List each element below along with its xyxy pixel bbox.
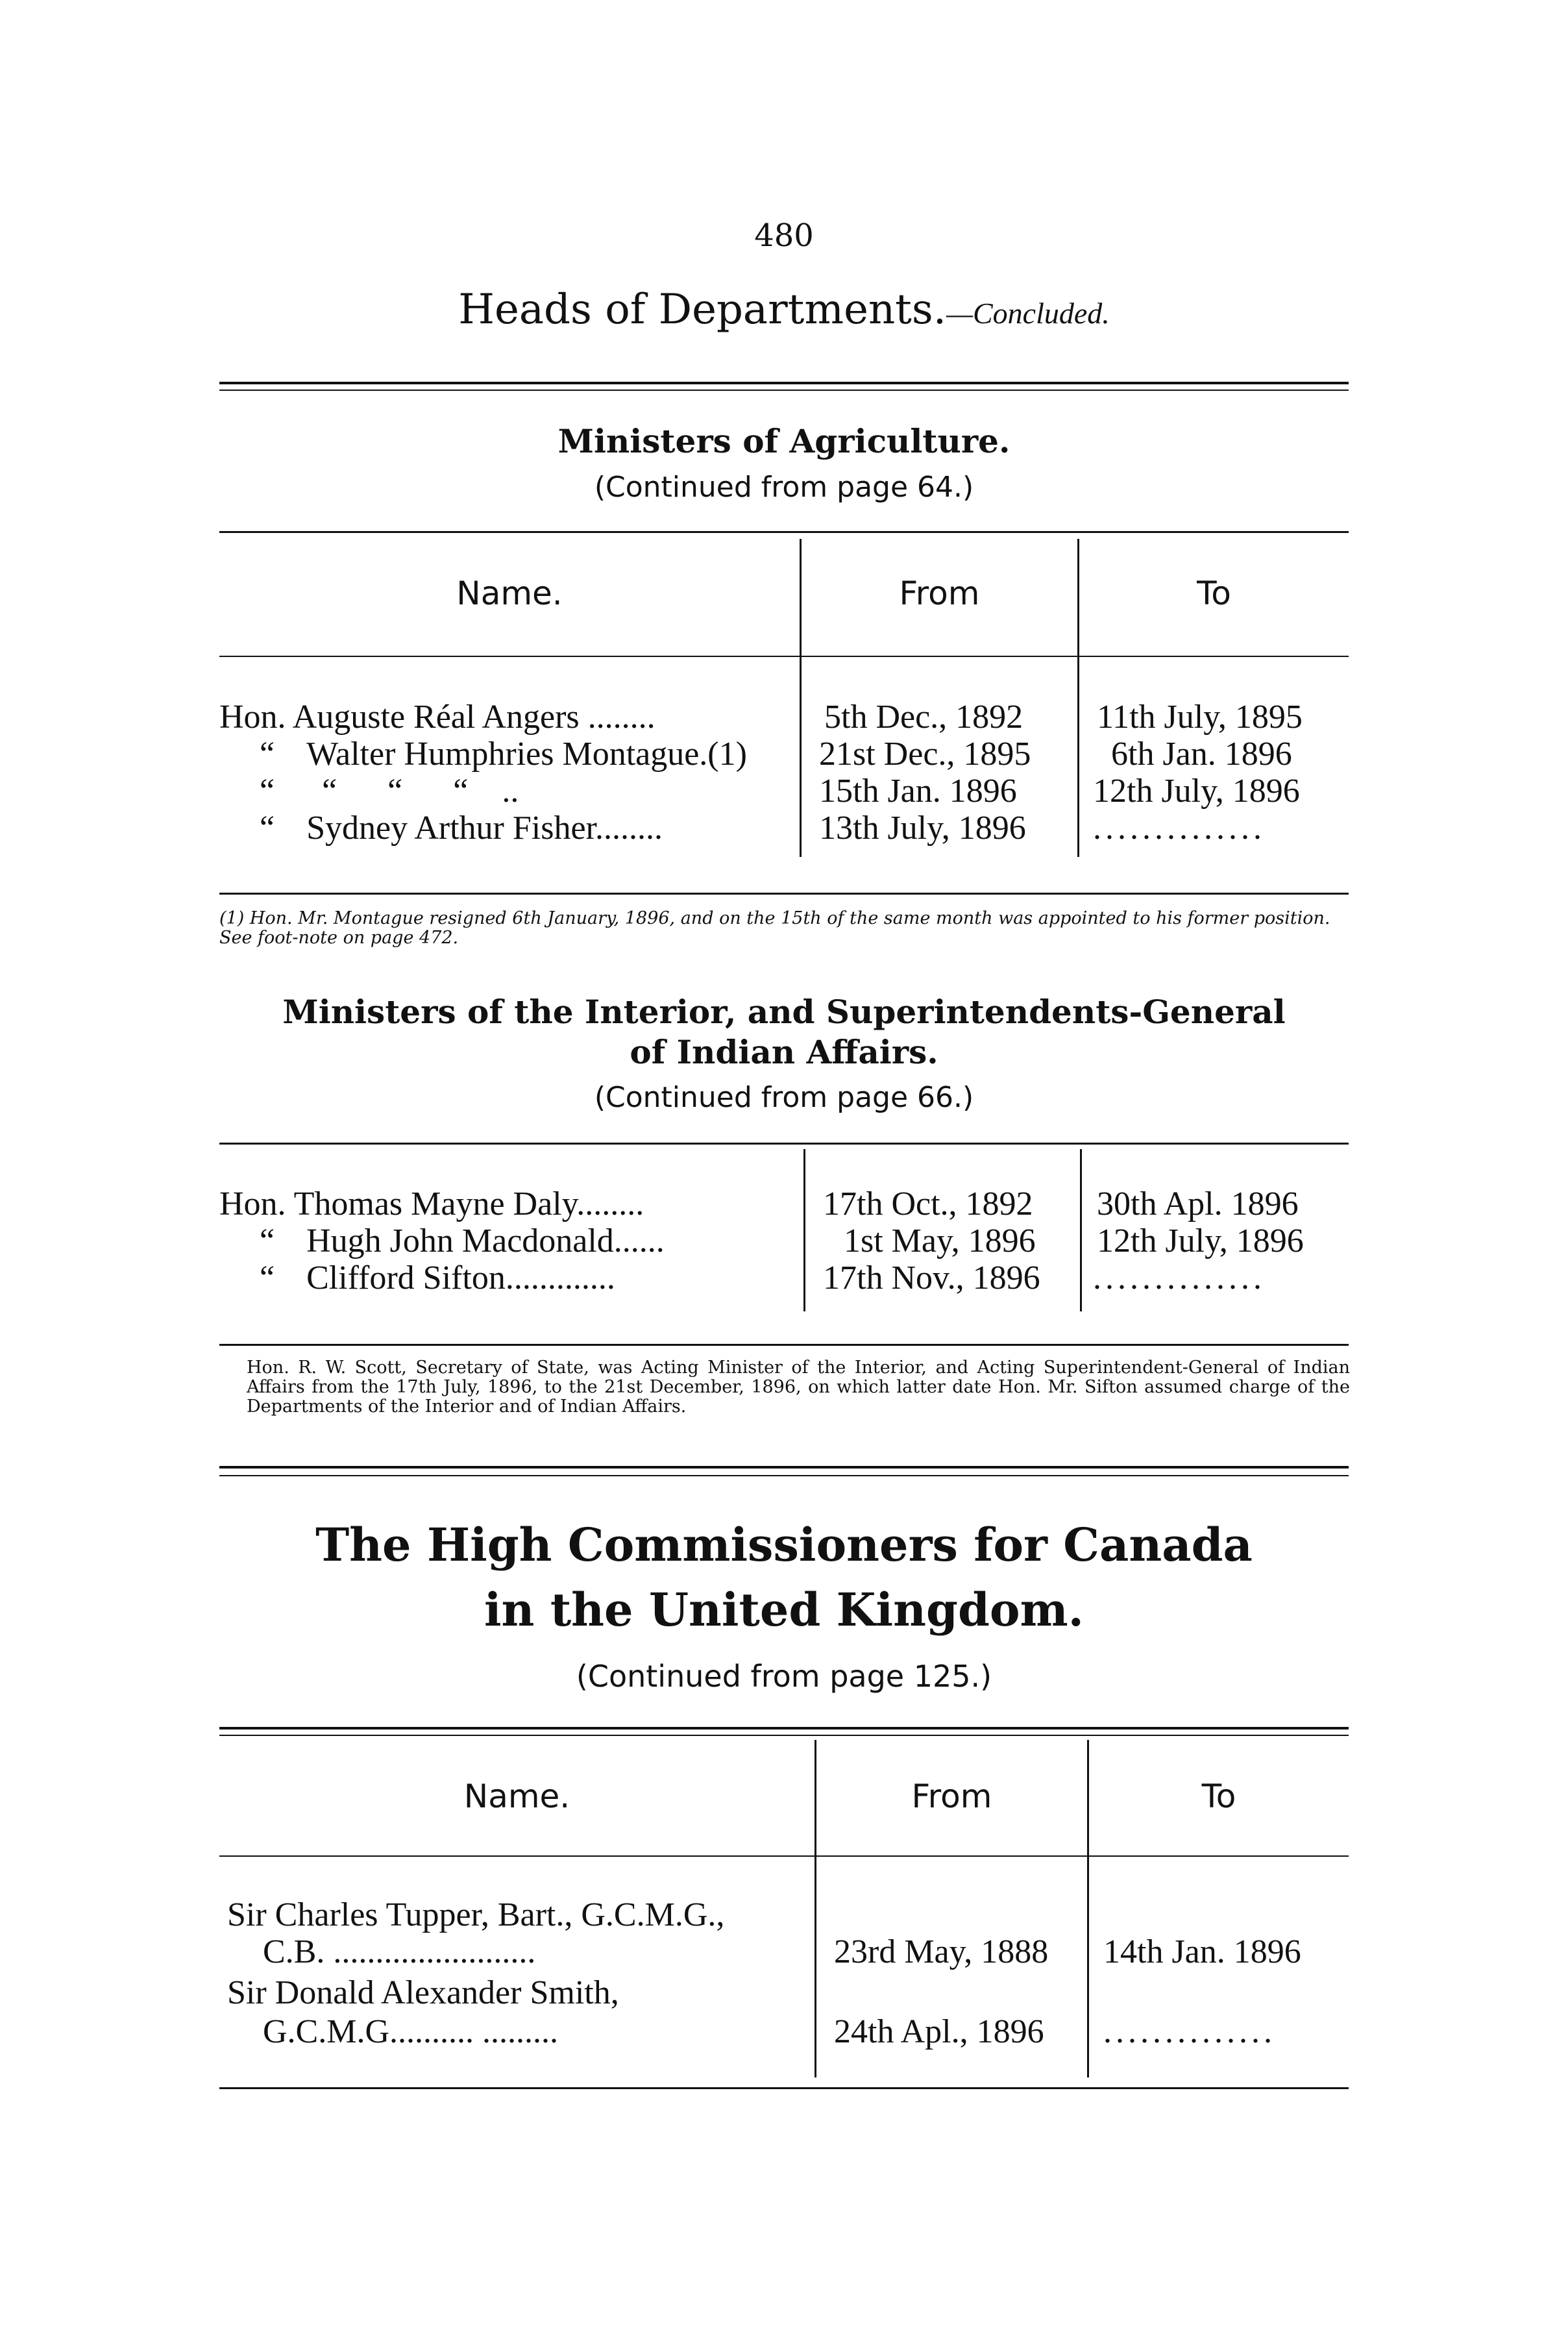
divider [219, 1466, 1349, 1469]
row-prefix: “ [260, 1259, 275, 1296]
divider [219, 1475, 1349, 1476]
section-heading-commissioners [0, 1513, 1568, 1643]
table-row-name-line: Sir Charles Tupper, Bart., G.C.M.G., [227, 1896, 725, 1933]
row-from: 23rd May, 1888 [834, 1933, 1049, 1970]
row-from: 5th Dec., 1892 [824, 699, 1023, 736]
divider [219, 382, 1349, 384]
row-to: 14th Jan. 1896 [1103, 1933, 1301, 1970]
row-to: .............. [1093, 1259, 1266, 1296]
table-row-name-line: C.B. ........................ [263, 1933, 536, 1970]
continued-note: (Continued from page 125.) [576, 1659, 992, 1694]
footnote: (1) Hon. Mr. Montague resigned 6th January, 1896, and on the 15th of the same month was appointed to his former position. See foot-note on page 472. [219, 908, 1330, 948]
row-to: .............. [1103, 2013, 1276, 2050]
continued-note: (Continued from page 66.) [594, 1081, 974, 1114]
row-to: .............. [1093, 810, 1266, 847]
row-name: “ “ “ .. [322, 773, 519, 810]
table-row [260, 809, 663, 848]
table-row-name-line: G.C.M.G.......... ......... [263, 2013, 559, 2050]
column-header-from: From [899, 575, 980, 612]
heading-line: The High Commissioners for Canada [315, 1518, 1253, 1572]
table-top-rule [219, 1727, 1349, 1729]
row-to: 12th July, 1896 [1097, 1222, 1304, 1259]
row-name: Sydney Arthur Fisher........ [306, 810, 663, 847]
row-to: 11th July, 1895 [1097, 699, 1303, 736]
table-bottom-rule [219, 893, 1349, 895]
row-prefix: “ [260, 1222, 275, 1259]
row-prefix: “ [260, 773, 275, 810]
continued-note: (Continued from page 64.) [594, 471, 974, 504]
table-row [260, 772, 519, 811]
column-divider [1080, 1149, 1082, 1311]
row-name: Hugh John Macdonald...... [306, 1222, 665, 1259]
section-heading-interior [0, 992, 1568, 1072]
row-from: 15th Jan. 1896 [819, 773, 1017, 810]
heading-line: in the United Kingdom. [484, 1583, 1084, 1637]
row-prefix: “ [260, 736, 275, 773]
row-prefix: “ [260, 810, 275, 847]
page-number: 480 [754, 217, 814, 254]
table-row [219, 1185, 644, 1224]
row-from: 17th Oct., 1892 [823, 1185, 1033, 1222]
header-rule [219, 656, 1349, 657]
table-row [260, 1222, 665, 1261]
row-from: 13th July, 1896 [819, 810, 1026, 847]
table-row [260, 1259, 615, 1298]
table-top-rule [219, 1143, 1349, 1145]
section-heading-agriculture: Ministers of Agriculture. [557, 422, 1011, 460]
row-name: Walter Humphries Montague.(1) [306, 736, 747, 773]
row-to: 6th Jan. 1896 [1111, 736, 1292, 773]
table-bottom-rule [219, 1344, 1349, 1346]
table-top-rule [219, 1735, 1349, 1736]
row-from: 17th Nov., 1896 [823, 1259, 1040, 1296]
table-top-rule [219, 531, 1349, 533]
row-prefix: Hon. [219, 1185, 286, 1222]
table-bottom-rule [219, 2087, 1349, 2089]
column-header-to: To [1201, 1778, 1236, 1815]
heading-line: of Indian Affairs. [630, 1033, 938, 1071]
table-row [260, 735, 747, 774]
table-row-name-line: Sir Donald Alexander Smith, [227, 1974, 619, 2011]
row-name: Auguste Réal Angers ........ [292, 699, 655, 736]
page-title-main: Heads of Departments. [458, 286, 947, 334]
row-to: 12th July, 1896 [1093, 773, 1300, 810]
row-to: 30th Apl. 1896 [1097, 1185, 1299, 1222]
column-header-to: To [1197, 575, 1231, 612]
row-from: 21st Dec., 1895 [819, 736, 1031, 773]
row-name: Thomas Mayne Daly........ [293, 1185, 644, 1222]
column-header-from: From [911, 1778, 992, 1815]
row-from: 24th Apl., 1896 [834, 2013, 1044, 2050]
footnote: Hon. R. W. Scott, Secretary of State, was Acting Minister of the Interior, and Acting Superintendent-General of Indian Affairs from the 17th July, 1896, to the 21st December, 1896, on which latter date Hon. Mr. Sifton assumed charge of the Departments of the Interior and of Indian Affairs. [247, 1357, 1350, 1417]
column-header-name: Name. [463, 1778, 570, 1815]
row-from: 1st May, 1896 [844, 1222, 1036, 1259]
column-header-name: Name. [456, 575, 563, 612]
row-prefix: Hon. [219, 699, 286, 736]
table-row [219, 698, 655, 737]
heading-line: Ministers of the Interior, and Superintendents-General [282, 993, 1286, 1031]
header-rule [219, 1855, 1349, 1857]
divider [219, 390, 1349, 391]
column-divider [803, 1149, 805, 1311]
row-name: Clifford Sifton............. [306, 1259, 615, 1296]
page-title [0, 286, 1568, 334]
page-title-suffix: —Concluded. [946, 297, 1110, 330]
